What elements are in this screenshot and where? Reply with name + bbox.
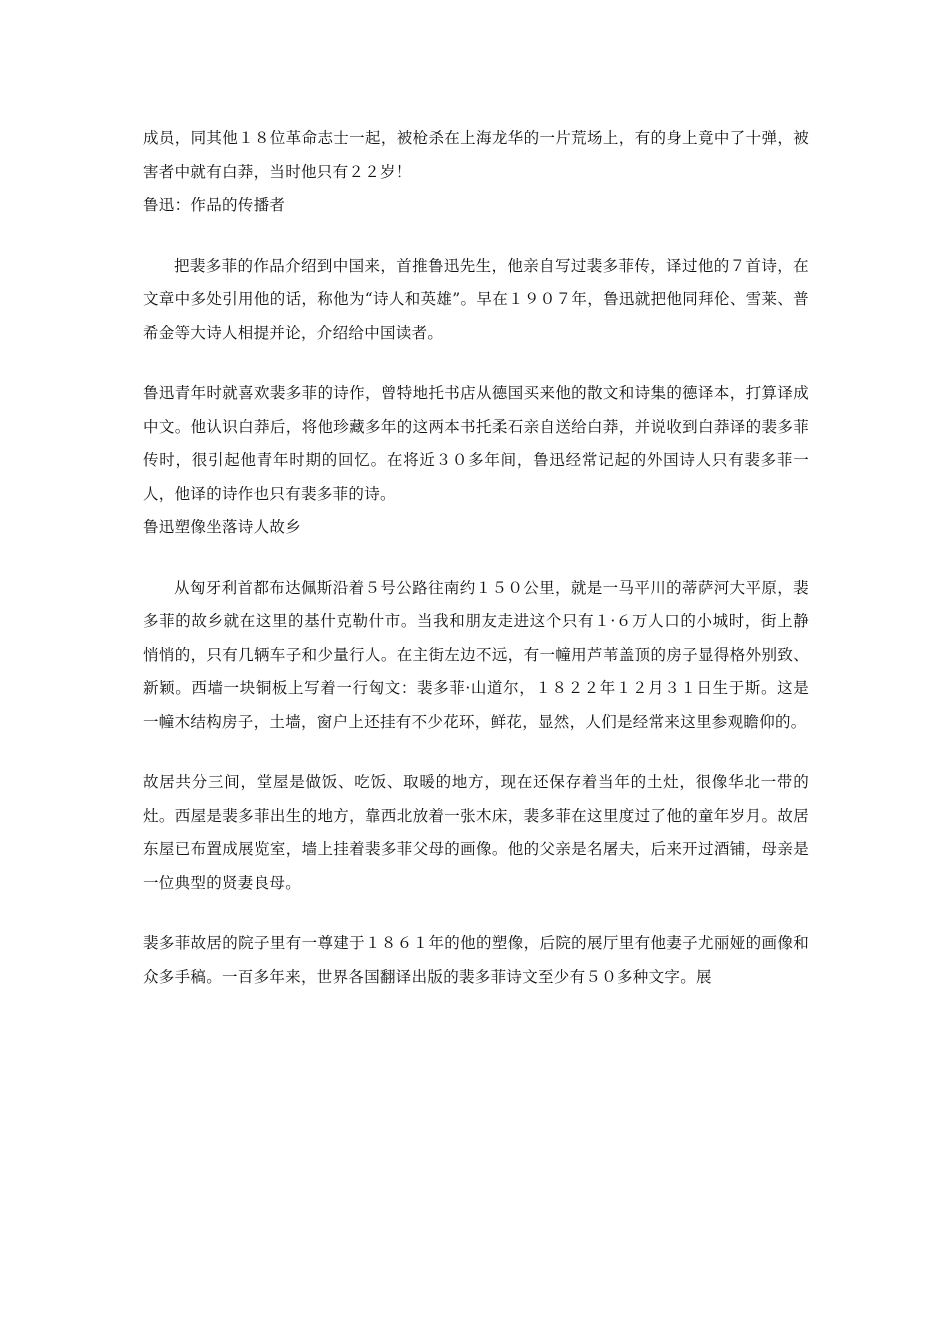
paragraph-former-residence: 故居共分三间，堂屋是做饭、吃饭、取暖的地方，现在还保存着当年的土灶，很像华北一带的灶。西屋是裴多菲出生的地方，靠西北放着一张木床，裴多菲在这里度过了他的童年岁月。故居东屋已布置成展览室，墙上挂着裴多菲父母的画像。他的父亲是名屠夫，后来开过酒铺，母亲是一位典型的贤妻良母。 [143, 773, 809, 892]
section-heading-lu-xun-disseminator: 鲁迅：作品的传播者 [143, 196, 286, 214]
section-heading-statue-hometown: 鲁迅塑像坐落诗人故乡 [143, 518, 302, 536]
document-page [143, 122, 809, 994]
paragraph-courtyard-statue: 裴多菲故居的院子里有一尊建于１８６１年的他的塑像，后院的展厅里有他妻子尤丽娅的画像和众多手稿。一百多年来，世界各国翻译出版的裴多菲诗文至少有５０多种文字。展 [143, 934, 809, 986]
paragraph-lu-xun-introduction: 把裴多菲的作品介绍到中国来，首推鲁迅先生，他亲自写过裴多菲传，译过他的７首诗，在文章中多处引用他的话，称他为“诗人和英雄”。早在１９０７年，鲁迅就把他同拜伦、雪莱、普希金等大诗人相提并论，介绍给中国读者。 [143, 256, 809, 342]
paragraph-continuation: 成员，同其他１８位革命志士一起，被枪杀在上海龙华的一片荒场上，有的身上竟中了十弹，被害者中就有白莽，当时他只有２２岁！ [143, 129, 809, 181]
paragraph-hometown-visit: 从匈牙利首都布达佩斯沿着５号公路往南约１５０公里，就是一马平川的蒂萨河大平原，裴多菲的故乡就在这里的基什克勒什市。当我和朋友走进这个只有１·６万人口的小城时，街上静悄悄的，只有几辆车子和少量行人。在主街左边不远，有一幢用芦苇盖顶的房子显得格外别致、新颖。西墙一块铜板上写着一行匈文：裴多菲·山道尔，１８２２年１２月３１日生于斯。这是一幢木结构房子，土墙，窗户上还挂有不少花环，鲜花，显然，人们是经常来这里参观瞻仰的。 [143, 578, 809, 731]
paragraph-lu-xun-youth: 鲁迅青年时就喜欢裴多菲的诗作，曾特地托书店从德国买来他的散文和诗集的德译本，打算译成中文。他认识白莽后，将他珍藏多年的这两本书托柔石亲自送给白莽，并说收到白莽译的裴多菲传时，很引起他青年时期的回忆。在将近３０多年间，鲁迅经常记起的外国诗人只有裴多菲一人，他译的诗作也只有裴多菲的诗。 [143, 384, 809, 503]
